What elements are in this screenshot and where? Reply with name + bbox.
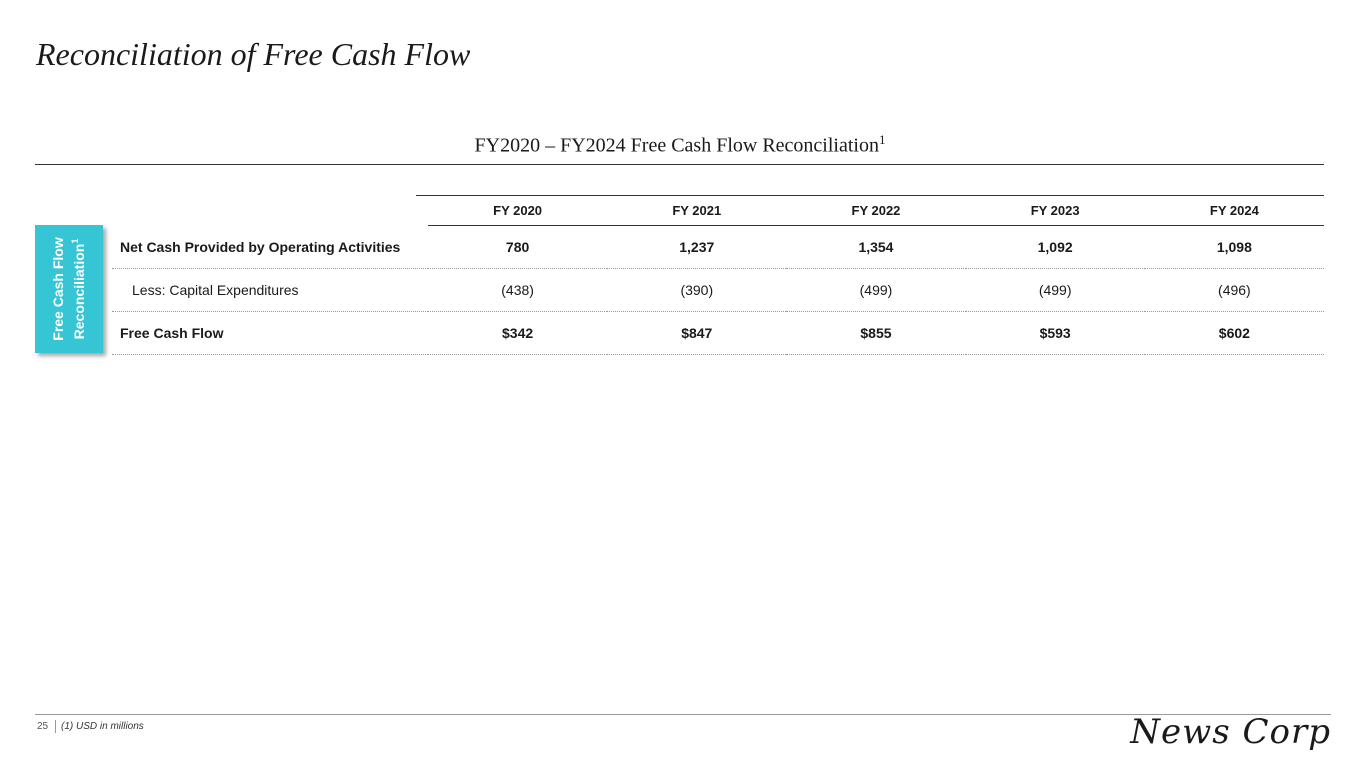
table-cell: 1,237 [607, 226, 786, 269]
table-cell: $593 [966, 312, 1145, 355]
table-row-operating-cash [112, 226, 1324, 269]
side-tab-line1: Free Cash Flow [50, 237, 67, 341]
table-header-row [112, 196, 1324, 226]
table-cell: 780 [428, 226, 607, 269]
table-cell: (499) [966, 269, 1145, 312]
side-tab-line2-text: Reconciliation [70, 243, 87, 340]
page-number: 25 [37, 721, 49, 732]
footnote: (1) USD in millions [61, 721, 144, 732]
table-cell: (496) [1145, 269, 1324, 312]
column-header: FY 2023 [966, 196, 1145, 226]
table-cell: $855 [786, 312, 965, 355]
table-row-free-cash-flow [112, 312, 1324, 355]
table-cell: (438) [428, 269, 607, 312]
label-column-header [112, 196, 428, 226]
table-title-text: FY2020 – FY2024 Free Cash Flow Reconciliation [474, 134, 879, 157]
page-title: Reconciliation of Free Cash Flow [36, 36, 471, 72]
side-tab-line2 [67, 237, 88, 340]
table-title [36, 132, 1324, 158]
table-cell: (499) [786, 269, 965, 312]
column-header: FY 2020 [428, 196, 607, 226]
title-divider [35, 164, 1324, 165]
table-cell: 1,354 [786, 226, 965, 269]
column-header: FY 2022 [786, 196, 965, 226]
table-cell: $342 [428, 312, 607, 355]
row-label: Free Cash Flow [112, 312, 428, 355]
column-header: FY 2021 [607, 196, 786, 226]
table-cell: 1,098 [1145, 226, 1324, 269]
table-cell: $847 [607, 312, 786, 355]
free-cash-flow-table [112, 196, 1324, 355]
page-number-separator [55, 720, 56, 733]
table-cell: $602 [1145, 312, 1324, 355]
side-tab [35, 225, 103, 353]
column-header: FY 2024 [1145, 196, 1324, 226]
side-tab-footnote-marker: 1 [70, 238, 81, 244]
row-label: Less: Capital Expenditures [112, 269, 428, 312]
table-cell: 1,092 [966, 226, 1145, 269]
table-title-footnote-marker: 1 [878, 132, 886, 147]
row-label: Net Cash Provided by Operating Activities [112, 226, 428, 269]
table-row-capex [112, 269, 1324, 312]
news-corp-logo: News Corp [1130, 712, 1331, 752]
table-cell: (390) [607, 269, 786, 312]
side-tab-text [50, 237, 88, 340]
